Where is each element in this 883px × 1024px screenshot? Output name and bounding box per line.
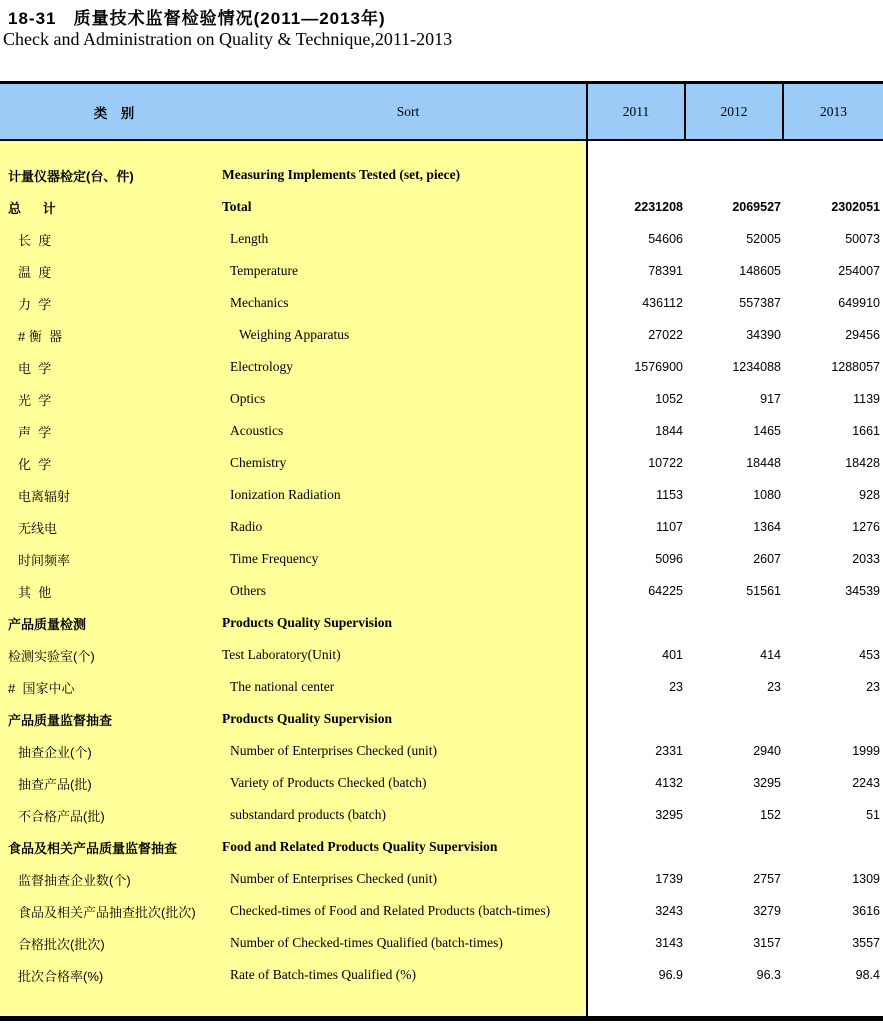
- row-value-2013: 98.4: [855, 968, 880, 982]
- row-label-english: Weighing Apparatus: [239, 327, 350, 342]
- row-value-2012: 2940: [753, 744, 781, 758]
- row-label-chinese: 总 计: [8, 200, 56, 216]
- row-label-chinese: 食品及相关产品质量监督抽查: [8, 840, 178, 856]
- row-label-chinese: 产品质量检测: [8, 616, 87, 632]
- row-label-chinese: 声 学: [18, 424, 52, 440]
- row-value-2012: 3279: [753, 904, 781, 918]
- row-value-2013: 18428: [845, 456, 880, 470]
- row-label-chinese: 合格批次(批次): [18, 936, 105, 952]
- row-value-2011: 64225: [648, 584, 683, 598]
- table-row: [0, 191, 883, 223]
- table-row: [0, 927, 883, 959]
- row-value-2012: 23: [767, 680, 781, 694]
- row-value-2013: 649910: [838, 296, 880, 310]
- table-row: [0, 479, 883, 511]
- row-value-2011: 2331: [655, 744, 683, 758]
- row-value-2011: 401: [662, 648, 683, 662]
- header-label-category: 类 别: [93, 105, 137, 121]
- row-value-2011: 1153: [656, 488, 683, 502]
- row-value-2011: 78391: [648, 264, 683, 278]
- row-label-chinese: 食品及相关产品抽查批次(批次): [18, 904, 196, 920]
- row-value-2012: 1080: [753, 488, 781, 502]
- row-value-2011: 1739: [655, 872, 683, 886]
- row-label-english: Variety of Products Checked (batch): [230, 775, 427, 790]
- row-label-english: Ionization Radiation: [230, 487, 341, 502]
- table-row: [0, 959, 883, 991]
- row-label-chinese: 化 学: [18, 456, 52, 472]
- row-label-chinese: 抽查产品(批): [18, 776, 92, 792]
- row-value-2011: 2231208: [634, 200, 683, 214]
- row-label-english: substandard products (batch): [230, 807, 386, 822]
- row-label-chinese: 其 他: [18, 584, 52, 600]
- row-label-english: Measuring Implements Tested (set, piece): [222, 167, 461, 182]
- row-label-chinese: 检测实验室(个): [8, 648, 95, 664]
- row-value-2013: 29456: [845, 328, 880, 342]
- row-label-chinese: 力 学: [18, 296, 52, 312]
- row-label-chinese: 时间频率: [18, 552, 71, 568]
- table-row: [0, 351, 883, 383]
- row-value-2011: 1052: [655, 392, 683, 406]
- row-value-2012: 414: [760, 648, 781, 662]
- row-value-2013: 34539: [845, 584, 880, 598]
- statistics-table: [0, 81, 883, 1021]
- row-value-2013: 1139: [853, 392, 880, 406]
- row-label-chinese: 长 度: [18, 232, 52, 248]
- row-value-2013: 254007: [838, 264, 880, 278]
- row-label-english: Number of Checked-times Qualified (batch-times): [230, 935, 503, 950]
- row-value-2012: 3295: [753, 776, 781, 790]
- row-value-2012: 34390: [746, 328, 781, 342]
- row-label-english: Chemistry: [230, 455, 287, 470]
- row-value-2011: 96.9: [658, 968, 683, 982]
- row-value-2012: 1364: [753, 520, 781, 534]
- row-value-2013: 1309: [852, 872, 880, 886]
- header-label-sort: Sort: [396, 103, 420, 119]
- row-value-2013: 2033: [852, 552, 880, 566]
- row-value-2012: 557387: [739, 296, 781, 310]
- row-value-2011: 54606: [648, 232, 683, 246]
- row-label-chinese: 计量仪器检定(台、件): [8, 168, 134, 184]
- table-row: [0, 543, 883, 575]
- row-label-english: Products Quality Supervision: [222, 711, 393, 726]
- header-cell-year-2011: 2011: [588, 84, 686, 139]
- row-label-chinese: # 衡 器: [18, 328, 63, 344]
- table-row: [0, 831, 883, 863]
- row-label-chinese: 温 度: [18, 264, 52, 280]
- row-label-english: The national center: [230, 679, 335, 694]
- row-label-chinese: 监督抽查企业数(个): [18, 872, 131, 888]
- row-label-english: Mechanics: [230, 295, 289, 310]
- row-value-2012: 1465: [753, 424, 781, 438]
- row-value-2012: 51561: [746, 584, 781, 598]
- row-value-2011: 27022: [648, 328, 683, 342]
- row-value-2012: 2607: [753, 552, 781, 566]
- table-row: [0, 767, 883, 799]
- row-label-chinese: 光 学: [18, 392, 52, 408]
- row-value-2011: 3143: [655, 936, 683, 950]
- row-label-chinese: 批次合格率(%): [18, 968, 104, 984]
- row-value-2012: 152: [760, 808, 781, 822]
- row-label-english: Number of Enterprises Checked (unit): [230, 743, 437, 758]
- table-row: [0, 415, 883, 447]
- table-row: [0, 447, 883, 479]
- row-value-2013: 51: [866, 808, 880, 822]
- header-cell-year-2013: 2013: [820, 103, 847, 119]
- row-label-english: Checked-times of Food and Related Products (batch-times): [230, 903, 551, 918]
- table-body: [0, 141, 883, 1016]
- row-label-chinese: 电 学: [18, 360, 52, 376]
- row-label-english: Time Frequency: [230, 551, 319, 566]
- page-title-chinese: 18-31 质量技术监督检验情况(2011—2013年): [8, 9, 386, 28]
- row-value-2013: 1288057: [831, 360, 880, 374]
- row-label-chinese: 电离辐射: [18, 488, 71, 504]
- row-label-chinese: 产品质量监督抽查: [8, 712, 113, 728]
- row-label-english: Rate of Batch-times Qualified (%): [230, 967, 416, 982]
- row-value-2012: 52005: [746, 232, 781, 246]
- row-label-english: Temperature: [230, 263, 299, 278]
- row-label-english: Electrology: [230, 359, 293, 374]
- row-value-2012: 2757: [753, 872, 781, 886]
- row-value-2011: 1844: [655, 424, 683, 438]
- row-value-2013: 3557: [852, 936, 880, 950]
- row-value-2013: 928: [859, 488, 880, 502]
- row-label-english: Optics: [230, 391, 266, 406]
- row-value-2013: 50073: [845, 232, 880, 246]
- row-value-2011: 3295: [655, 808, 683, 822]
- table-row: [0, 639, 883, 671]
- row-value-2012: 96.3: [756, 968, 781, 982]
- table-row: [0, 799, 883, 831]
- row-value-2013: 2243: [852, 776, 880, 790]
- row-value-2012: 18448: [746, 456, 781, 470]
- row-value-2013: 3616: [852, 904, 880, 918]
- row-label-chinese: 不合格产品(批): [18, 808, 105, 824]
- row-value-2012: 3157: [753, 936, 781, 950]
- table-header-row: [0, 84, 883, 141]
- table-row: [0, 735, 883, 767]
- row-label-english: Acoustics: [230, 423, 284, 438]
- row-value-2011: 3243: [655, 904, 683, 918]
- row-value-2011: 10722: [648, 456, 683, 470]
- row-label-chinese: 抽查企业(个): [18, 744, 92, 760]
- row-label-english: Products Quality Supervision: [222, 615, 393, 630]
- row-label-english: Food and Related Products Quality Supervision: [222, 839, 498, 854]
- row-value-2011: 436112: [642, 296, 683, 310]
- table-row: [0, 287, 883, 319]
- row-value-2012: 1234088: [732, 360, 781, 374]
- row-value-2013: 23: [866, 680, 880, 694]
- row-label-english: Radio: [230, 519, 263, 534]
- row-label-chinese: # 国家中心: [8, 680, 75, 696]
- row-value-2011: 1576900: [634, 360, 683, 374]
- header-cell-category-sort: [0, 84, 588, 139]
- row-value-2012: 917: [760, 392, 781, 406]
- row-label-english: Length: [230, 231, 269, 246]
- row-value-2011: 4132: [655, 776, 683, 790]
- row-label-english: Total: [222, 199, 252, 214]
- row-value-2013: 453: [859, 648, 880, 662]
- row-value-2013: 2302051: [831, 200, 880, 214]
- table-row: [0, 703, 883, 735]
- table-row: [0, 895, 883, 927]
- row-value-2013: 1661: [852, 424, 880, 438]
- row-value-2012: 148605: [739, 264, 781, 278]
- table-row: [0, 511, 883, 543]
- row-label-english: Number of Enterprises Checked (unit): [230, 871, 437, 886]
- row-value-2011: 23: [669, 680, 683, 694]
- row-value-2011: 1107: [656, 520, 683, 534]
- row-label-english: Others: [230, 583, 266, 598]
- header-cell-year-2012: 2012: [686, 84, 784, 139]
- table-row: [0, 863, 883, 895]
- row-value-2013: 1999: [852, 744, 880, 758]
- table-row: [0, 255, 883, 287]
- row-label-chinese: 无线电: [18, 520, 58, 536]
- row-label-english: Test Laboratory(Unit): [222, 647, 341, 662]
- table-row: [0, 607, 883, 639]
- table-row: [0, 159, 883, 191]
- table-row: [0, 671, 883, 703]
- table-row: [0, 383, 883, 415]
- page-title-english: Check and Administration on Quality & Technique,2011-2013: [3, 29, 453, 49]
- row-value-2011: 5096: [655, 552, 683, 566]
- row-value-2013: 1276: [852, 520, 880, 534]
- table-row: [0, 223, 883, 255]
- table-row: [0, 319, 883, 351]
- table-row: [0, 575, 883, 607]
- row-value-2012: 2069527: [732, 200, 781, 214]
